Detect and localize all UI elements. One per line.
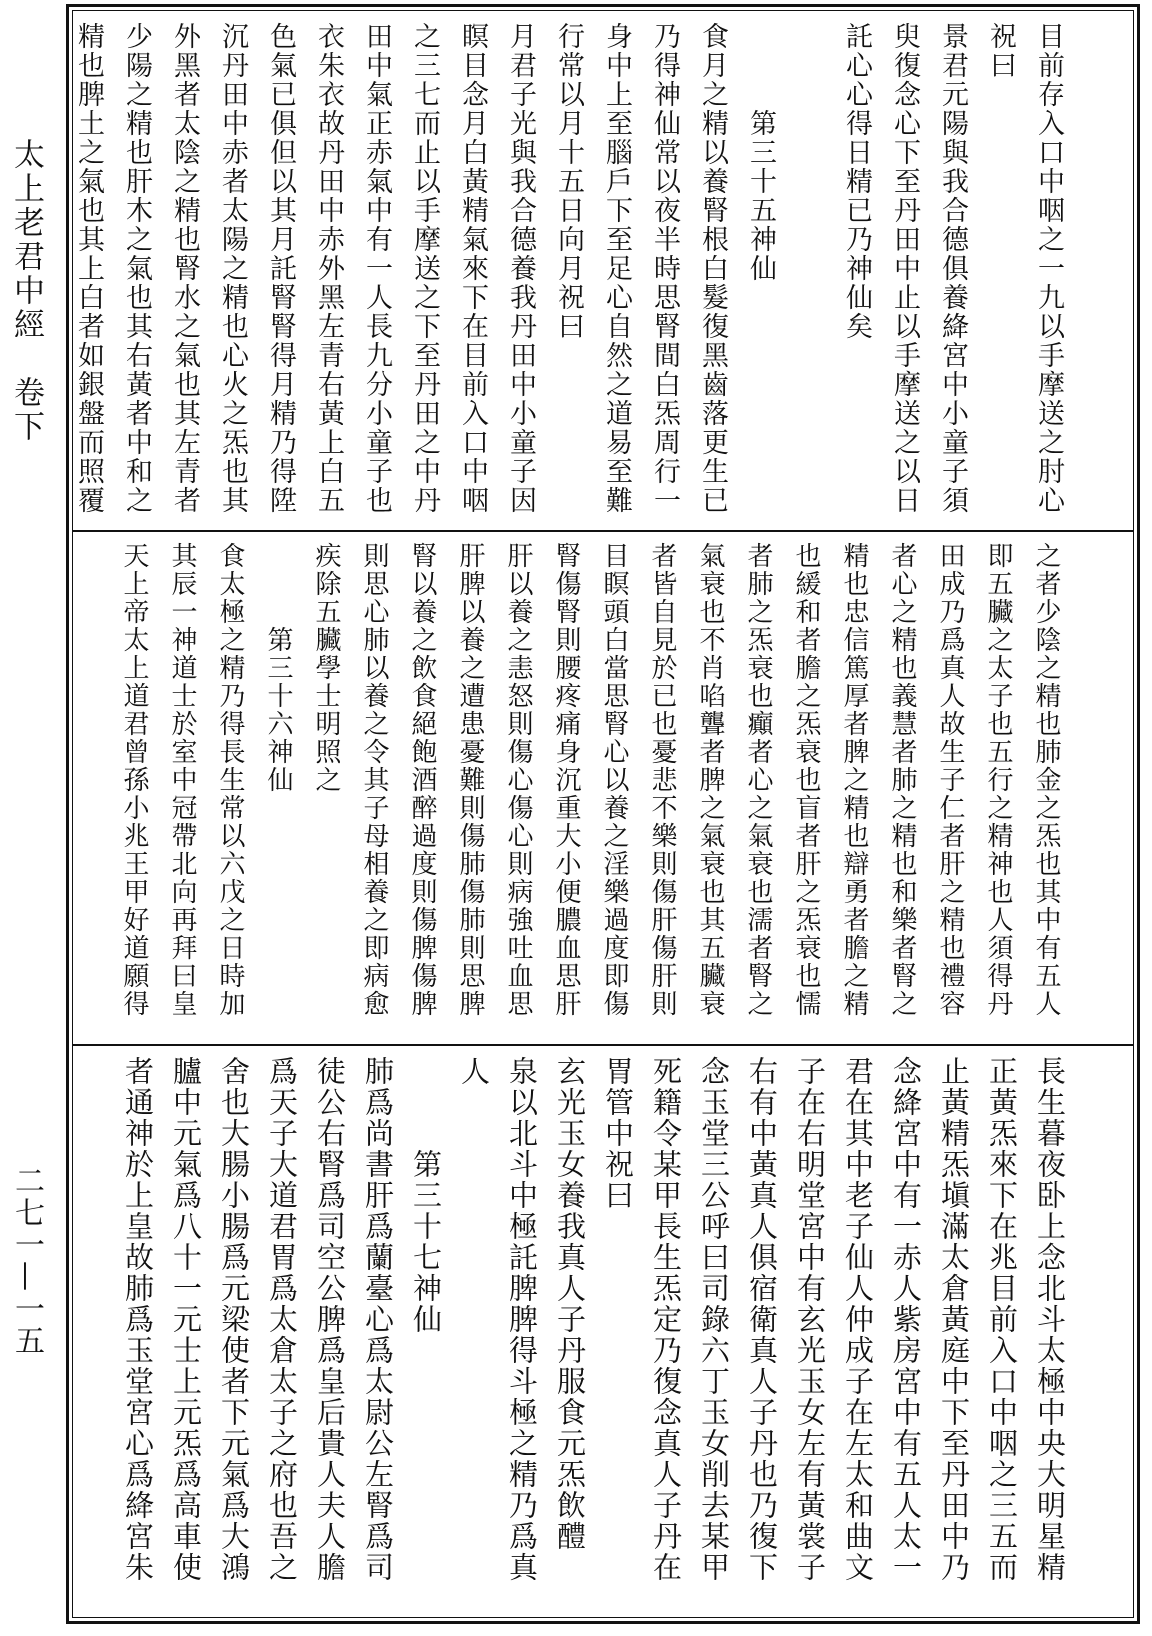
text-column: 第三十六神仙: [263, 542, 293, 794]
text-column: 月君子光與我合德養我丹田中小童子因: [505, 22, 536, 515]
text-column: 者皆自見於已也憂悲不樂則傷肝傷肝則: [647, 542, 677, 1018]
text-column: 第三十七神仙: [409, 1056, 443, 1335]
text-column: 目前存入口中咽之一九以手摩送之肘心: [1033, 22, 1064, 515]
text-column: 沉丹田中赤者太陽之精也心火之炁也其: [217, 22, 248, 515]
text-column: 胃管中祝曰: [601, 1056, 635, 1211]
register-divider-2: [72, 1044, 1134, 1046]
text-column: 君在其中老子仙人仲成子在左太和曲文: [841, 1056, 875, 1583]
text-column: 田中氣正赤氣中有一人長九分小童子也: [361, 22, 392, 515]
text-column: 念玉堂三公呼曰司錄六丁玉女削去某甲: [697, 1056, 731, 1583]
text-column: 天上帝太上道君曾孫小兆王甲好道願得: [119, 542, 149, 1018]
text-column: 之者少陰之精也肺金之炁也其中有五人: [1031, 542, 1061, 1018]
text-column: 精也脾土之氣也其上白者如銀盤而照覆: [73, 22, 104, 515]
text-column: 臚中元氣爲八十一元士上元炁爲高車使: [169, 1056, 203, 1583]
book-title-margin: 太上老君中經 卷下: [8, 138, 44, 444]
text-column: 玄光玉女養我真人子丹服食元炁飲醴: [553, 1056, 587, 1552]
text-column: 腎傷腎則腰疼痛身沉重大小便膿血思肝: [551, 542, 581, 1018]
text-column: 腎以養之飲食絕飽酒醉過度則傷脾傷脾: [407, 542, 437, 1018]
text-column: 少陽之精也肝木之氣也其右黃者中和之: [121, 22, 152, 515]
text-column: 止黃精炁塡滿太倉黃庭中下至丹田中乃: [937, 1056, 971, 1583]
text-column: 徒公右腎爲司空公脾爲皇后貴人夫人膽: [313, 1056, 347, 1583]
text-column: 乃得神仙常以夜半時思腎間白炁周行一: [649, 22, 680, 515]
text-column: 正黃炁來下在兆目前入口中咽之三五而: [985, 1056, 1019, 1583]
text-column: 田成乃爲真人故生子仁者肝之精也禮容: [935, 542, 965, 1018]
text-column: 人: [457, 1056, 491, 1087]
text-column: 念絳宮中有一赤人紫房宮中有五人太一: [889, 1056, 923, 1583]
text-column: 者心之精也義慧者肺之精也和樂者腎之: [887, 542, 917, 1018]
text-column: 色氣已俱但以其月託腎腎得月精乃得陞: [265, 22, 296, 515]
text-column: 行常以月十五日向月祝曰: [553, 22, 584, 341]
text-column: 目瞑頭白當思腎心以養之淫樂過度即傷: [599, 542, 629, 1018]
text-column: 景君元陽與我合德俱養絳宮中小童子須: [937, 22, 968, 515]
text-column: 泉以北斗中極託脾脾得斗極之精乃爲真: [505, 1056, 539, 1583]
text-column: 瞑目念月白黃精氣來下在目前入口中咽: [457, 22, 488, 515]
text-column: 祝曰: [985, 22, 1016, 80]
text-column: 爲天子大道君胃爲太倉太子之府也吾之: [265, 1056, 299, 1583]
text-column: 死籍令某甲長生炁定乃復念真人子丹在: [649, 1056, 683, 1583]
text-column: 之三七而止以手摩送之下至丹田之中丹: [409, 22, 440, 515]
register-bottom: [72, 1048, 1134, 1614]
text-column: 肝脾以養之遭患憂難則傷肺傷肺則思脾: [455, 542, 485, 1018]
text-column: 其辰一神道士於室中冠帶北向再拜曰皇: [167, 542, 197, 1018]
register-top: [72, 14, 1134, 528]
text-column: 氣衰也不肖啗聾者脾之氣衰也其五臟衰: [695, 542, 725, 1018]
text-column: 疾除五臟學士明照之: [311, 542, 341, 794]
text-column: 長生暮夜卧上念北斗太極中央大明星精: [1033, 1056, 1067, 1583]
text-column: 者通神於上皇故肺爲玉堂宮心爲絳宮朱: [121, 1056, 155, 1583]
text-column: 者肺之炁衰也癲者心之氣衰也濡者腎之: [743, 542, 773, 1018]
page-number-margin: 二七一—一五: [9, 1165, 44, 1357]
text-column: 託心心得日精已乃神仙矣: [841, 22, 872, 341]
text-column: 外黑者太陰之精也腎水之氣也其左青者: [169, 22, 200, 515]
text-column: 則思心肺以養之令其子母相養之即病愈: [359, 542, 389, 1018]
register-middle: [72, 534, 1134, 1042]
text-column: 右有中黃真人俱宿衛真人子丹也乃復下: [745, 1056, 779, 1583]
text-column: 第三十五神仙: [745, 22, 776, 283]
text-column: 子在右明堂宮中有玄光玉女左有黃裳子: [793, 1056, 827, 1583]
text-column: 肺爲尚書肝爲蘭臺心爲太尉公左腎爲司: [361, 1056, 395, 1583]
text-column: 食太極之精乃得長生常以六戊之日時加: [215, 542, 245, 1018]
text-column: 即五臟之太子也五行之精神也人須得丹: [983, 542, 1013, 1018]
text-column: 也緩和者膽之炁衰也盲者肝之炁衰也懦: [791, 542, 821, 1018]
text-column: 臾復念心下至丹田中止以手摩送之以日: [889, 22, 920, 515]
text-column: 舍也大腸小腸爲元梁使者下元氣爲大鴻: [217, 1056, 251, 1583]
text-column: 精也忠信篤厚者脾之精也辯勇者膽之精: [839, 542, 869, 1018]
text-column: 身中上至腦戶下至足心自然之道易至難: [601, 22, 632, 515]
text-column: 衣朱衣故丹田中赤外黑左青右黃上白五: [313, 22, 344, 515]
text-column: 食月之精以養腎根白髮復黑齒落更生已: [697, 22, 728, 515]
register-divider-1: [72, 530, 1134, 532]
text-column: 肝以養之恚怒則傷心傷心則病強吐血思: [503, 542, 533, 1018]
